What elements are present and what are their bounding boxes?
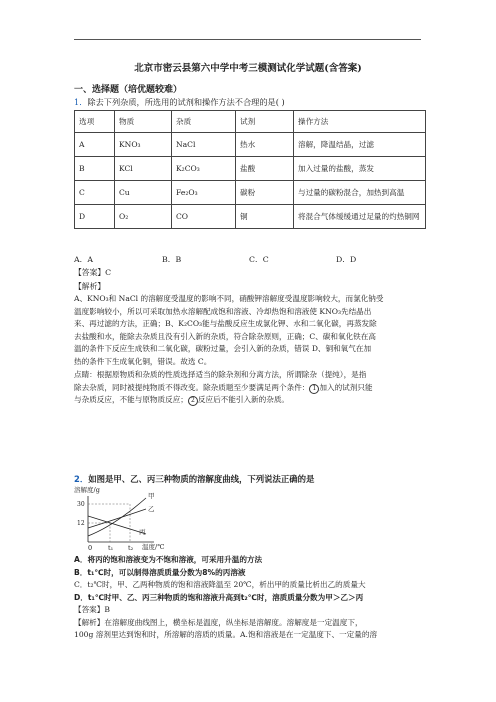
table-header-cell: 物质 (115, 111, 172, 133)
tip-text: 与杂质反应，不能与原物质反应； (74, 395, 188, 404)
table-cell: 盐酸 (236, 157, 294, 181)
series-label-yi: 乙 (148, 505, 155, 513)
option-d: D．t₁℃时甲、乙、丙三种物质的饱和溶液升高到t₂℃时，溶质质量分数为甲＞乙＞丙 (74, 592, 364, 602)
table-cell: 溶解，降温结晶，过滤 (294, 133, 426, 157)
circled-number: 2 (188, 396, 198, 406)
question-2-text: 如图是甲、乙、丙三种物质的溶解度曲线，下列说法正确的是 (88, 474, 315, 484)
table-cell: Fe₂O₃ (172, 181, 236, 205)
table-cell: NaCl (172, 133, 236, 157)
table-row (75, 181, 426, 205)
question-2-options (74, 554, 434, 642)
question-1-analysis (74, 293, 426, 368)
table-cell: 铜 (236, 205, 294, 229)
analysis-line: 温度影响较小，所以可采取加热水溶解配成饱和溶液、冷却热饱和溶液使 KNO₃先结晶出 (74, 306, 372, 316)
analysis-line: 热的条件下生成氧化铜，错误。故选 C。 (74, 356, 212, 366)
solubility-curve-graph (74, 484, 184, 544)
table-cell: 与过量的碳粉混合，加热到高温 (294, 181, 426, 205)
graph-xlabel: 温度/℃ (142, 543, 165, 551)
tip-text: 加入的试剂只能 (319, 382, 373, 392)
tip-line (74, 394, 426, 407)
table-cell: A (75, 133, 115, 157)
series-label-bing: 丙 (139, 528, 146, 536)
table-cell: 将混合气体缓缓通过足量的灼热铜网 (294, 205, 426, 229)
series-label-jia: 甲 (148, 492, 155, 500)
table-cell: KCl (115, 157, 172, 181)
question-1-analysis-label: 【解析】 (74, 282, 106, 291)
option-d: D．D (336, 255, 357, 264)
table-cell: C (75, 181, 115, 205)
table-header-cell: 杂质 (172, 111, 236, 133)
page-title: 北京市密云县第六中学中考三模测试化学试题(含答案) (134, 63, 362, 74)
option-a: A．A (74, 255, 94, 264)
xtick-label: 0 (88, 544, 93, 552)
table-cell: 碳粉 (236, 181, 294, 205)
table-row (75, 157, 426, 181)
table-cell: B (75, 157, 115, 181)
question-2-answer: 【答案】B (74, 605, 110, 614)
circled-number: 1 (309, 384, 319, 394)
analysis-line: 温的条件下反应生成铁和二氧化碳，碳粉过量，会引入新的杂质，错误 D、铜和氧气在加 (74, 344, 372, 353)
analysis-line: 去盐酸和水，能除去杂质且没有引入新的杂质，符合除杂原则，正确；C、碳和氧化铁在高 (74, 331, 376, 341)
option-b: B．t₁℃时，可以制得溶质质量分数为8%的丙溶液 (74, 567, 246, 577)
analysis-line: 来、再过滤的方法，正确；B、K₂CO₃能与盐酸反应生成氯化钾、水和二氧化碳，再蒸发除 (74, 319, 377, 328)
table-cell: D (75, 205, 115, 229)
table-header-cell: 操作方法 (294, 111, 426, 133)
question-1-text: 除去下列杂质，所选用的试剂和操作方法不合理的是( ) (87, 97, 285, 107)
analysis-line: A、KNO₃和 NaCl 的溶解度受温度的影响不同，硝酸钾溶解度受温度影响较大，而氯化钠受 (74, 294, 384, 303)
question-1-tip (74, 369, 426, 407)
option-b: B．B (162, 255, 182, 264)
analysis-line: 100g 溶剂里达到饱和时，所溶解的溶质的质量。A.饱和溶液是在一定温度下、一定量的溶 (74, 630, 378, 639)
tip-text: 反应后不能引入新的杂质。 (197, 395, 290, 404)
ytick-label: 12 (77, 520, 85, 527)
table-cell: 热水 (236, 133, 294, 157)
ytick-label: 30 (77, 501, 85, 508)
table-cell: 加入过量的盐酸，蒸发 (294, 157, 426, 181)
table-cell: CO (172, 205, 236, 229)
question-1-table (74, 110, 426, 229)
table-row (75, 205, 426, 229)
graph-ylabel: 溶解度/g (74, 486, 100, 494)
analysis-line: 【解析】在溶解度曲线图上，横坐标是温度，纵坐标是溶解度。溶解度是一定温度下， (74, 617, 363, 627)
section-heading: 一、选择题（培优题较难） (74, 85, 183, 95)
xtick-label: t₂ (128, 544, 134, 552)
table-header-cell: 选项 (75, 111, 115, 133)
option-c: C．t₂℃时，甲、乙两种物质的饱和溶液降温至 20℃，析出甲的质量比析出乙的质量大 (74, 580, 366, 589)
table-cell: K₂CO₃ (172, 157, 236, 181)
table-header-row (75, 111, 426, 133)
table-cell: Cu (115, 181, 172, 205)
header-rule (74, 39, 421, 40)
tip-line: 点睛：根据原物质和杂质的性质选择适当的除杂剂和分离方法，所谓除杂（提纯），是指 (74, 370, 367, 379)
table-row (75, 133, 426, 157)
question-2-number: 2． (74, 474, 89, 484)
question-1-answer: 【答案】C (74, 268, 112, 277)
table-header-cell: 试剂 (236, 111, 294, 133)
option-c: C．C (249, 255, 269, 264)
question-1-stem (74, 96, 426, 109)
tip-text: 除去杂质，同时被提纯物质不得改变。除杂质题至少要满足两个条件： (74, 382, 310, 392)
option-a: A．将丙的饱和溶液变为不饱和溶液，可采用升温的方法 (74, 555, 263, 564)
table-cell: O₂ (115, 205, 172, 229)
xtick-label: t₁ (108, 544, 114, 552)
table-cell: KNO₃ (115, 133, 172, 157)
curve-jia (88, 498, 146, 536)
tip-line (74, 382, 426, 395)
question-1-number: 1． (74, 97, 88, 107)
